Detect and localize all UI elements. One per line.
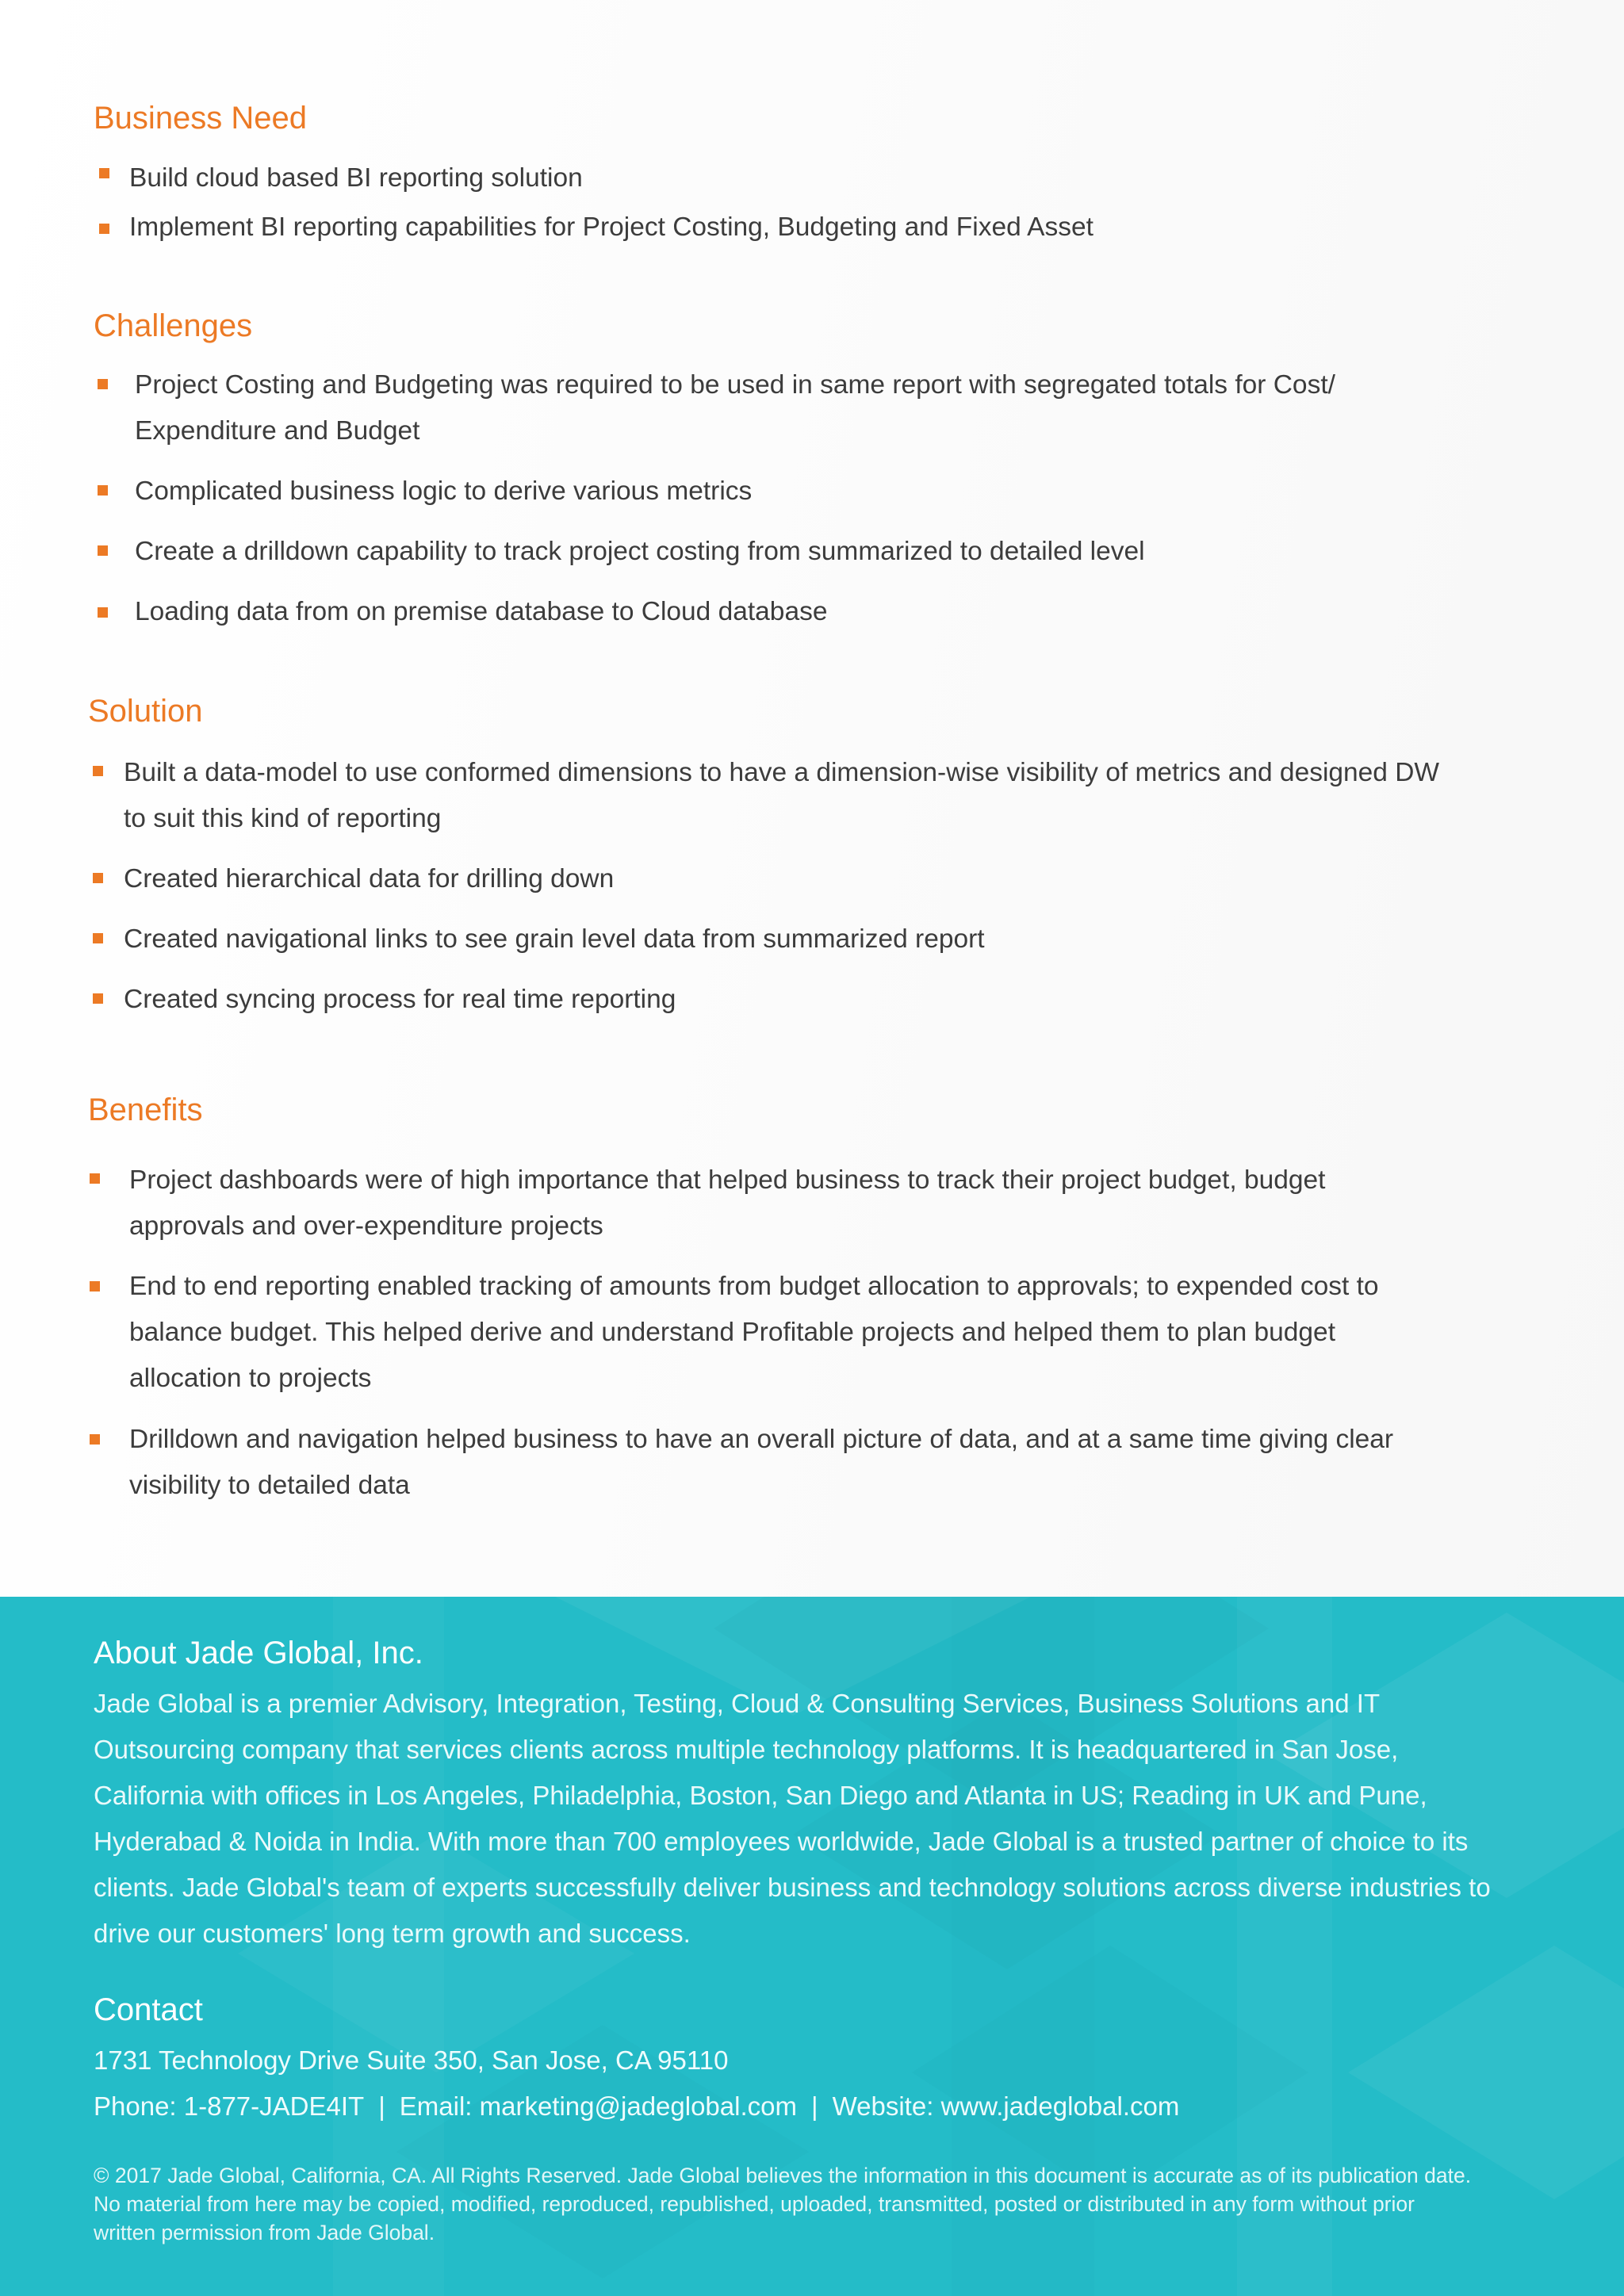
list-item-text: Project Costing and Budgeting was required to be used in same report with segregated totals for Cost/ Expenditure and Budget	[135, 370, 1335, 446]
list-item-text: Created navigational links to see grain level data from summarized report	[124, 924, 985, 954]
list-item	[124, 977, 1472, 1023]
copyright-notice: © 2017 Jade Global, California, CA. All Rights Reserved. Jade Global believes the information in this document is accurate as of its publication date. No material from here may be copied, modified, reproduced, republished, uploaded, transmitted, posted or distributed in any form without prior written permission from Jade Global.	[94, 2164, 1472, 2244]
list-item-text: End to end reporting enabled tracking of amounts from budget allocation to approvals; to expended cost to balance budget. This helped derive and understand Profitable projects and helped them to plan budget allocation to projects	[129, 1272, 1379, 1393]
list-item-text: Project dashboards were of high importance that helped business to track their project budget, budget approvals and over-expenditure projects	[129, 1165, 1326, 1241]
benefits-heading: Benefits	[88, 1093, 203, 1127]
bullet-icon	[93, 933, 103, 943]
list-item	[129, 205, 1477, 251]
list-item	[135, 589, 1483, 635]
list-item-text: Loading data from on premise database to Cloud database	[135, 597, 828, 626]
separator: |	[378, 2091, 385, 2121]
bullet-icon	[99, 168, 109, 178]
list-item	[129, 155, 1477, 201]
list-item	[135, 362, 1340, 454]
contact-email-link[interactable]: Email: marketing@jadeglobal.com	[399, 2091, 797, 2121]
bullet-icon	[90, 1173, 100, 1184]
bullet-icon	[99, 224, 109, 234]
list-item	[124, 916, 1472, 962]
bullet-icon	[98, 545, 108, 556]
list-item-text: Built a data-model to use conformed dimensions to have a dimension-wise visibility of metrics and designed DW to suit this kind of reporting	[124, 758, 1440, 833]
contact-website-link[interactable]: Website: www.jadeglobal.com	[832, 2091, 1180, 2121]
list-item	[129, 1264, 1446, 1402]
list-item-text: Created syncing process for real time reporting	[124, 985, 676, 1014]
contact-line	[94, 2087, 1179, 2126]
bullet-icon	[93, 766, 103, 776]
contact-phone: Phone: 1-877-JADE4IT	[94, 2091, 365, 2121]
bullet-icon	[90, 1434, 100, 1445]
list-item	[129, 1417, 1446, 1509]
list-item	[135, 529, 1483, 575]
bullet-icon	[90, 1281, 100, 1292]
bullet-icon	[98, 607, 108, 618]
contact-address: 1731 Technology Drive Suite 350, San Jose, CA 95110	[94, 2045, 729, 2075]
solution-heading: Solution	[88, 694, 203, 729]
about-paragraph: Jade Global is a premier Advisory, Integration, Testing, Cloud & Consulting Services, Business Solutions and IT Outsourcing company that services clients across multiple technology platforms. It is headquartered in San Jose, California with offices in Los Angeles, Philadelphia, Boston, San Diego and Atlanta in US; Reading in UK and Pune, Hyderabad & Noida in India. With more than 700 employees worldwide, Jade Global is a trusted partner of choice to its clients. Jade Global's team of experts successfully deliver business and technology solutions across diverse industries to drive our customers' long term growth and success.	[94, 1689, 1491, 1948]
business-need-heading: Business Need	[94, 101, 308, 136]
list-item	[129, 1158, 1398, 1249]
list-item-text: Implement BI reporting capabilities for Project Costing, Budgeting and Fixed Asset	[129, 212, 1094, 242]
challenges-heading: Challenges	[94, 308, 253, 343]
about-heading: About Jade Global, Inc.	[94, 1636, 423, 1670]
list-item	[124, 750, 1440, 842]
list-item-text: Drilldown and navigation helped business to have an overall picture of data, and at a same time giving clear visibility to detailed data	[129, 1425, 1394, 1500]
list-item	[135, 469, 1483, 515]
bullet-icon	[98, 485, 108, 496]
bullet-icon	[98, 379, 108, 389]
list-item-text: Complicated business logic to derive various metrics	[135, 476, 753, 506]
list-item	[124, 856, 1472, 902]
list-item-text: Create a drilldown capability to track project costing from summarized to detailed level	[135, 537, 1145, 566]
separator: |	[811, 2091, 818, 2121]
bullet-icon	[93, 993, 103, 1004]
footer	[0, 1597, 1624, 2296]
contact-heading: Contact	[94, 1992, 203, 2027]
bullet-icon	[93, 873, 103, 883]
list-item-text: Created hierarchical data for drilling down	[124, 864, 615, 894]
list-item-text: Build cloud based BI reporting solution	[129, 163, 583, 193]
